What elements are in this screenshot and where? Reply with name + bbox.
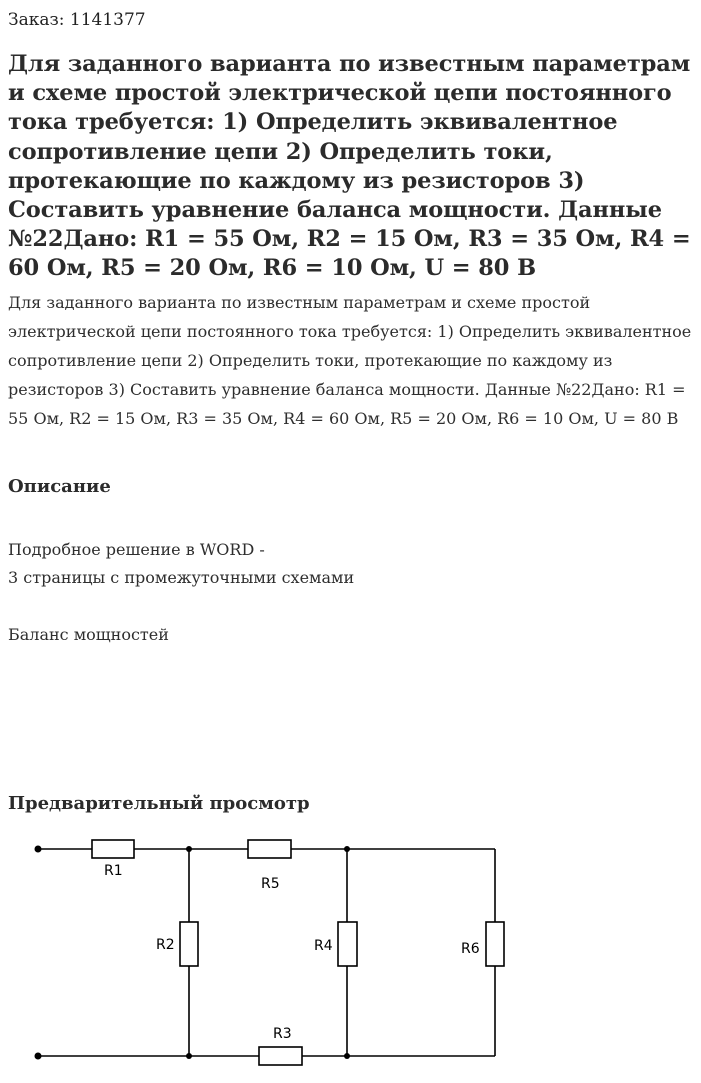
label-r4: R4 [314, 938, 333, 954]
resistor-r1 [92, 840, 134, 858]
node-top-r4 [344, 846, 350, 852]
label-r5: R5 [261, 876, 280, 892]
task-description: Для заданного варианта по известным параметрам и схеме простой электрической цепи постоянного тока требуется: 1) Определить эквивалентное сопротивление цепи 2) Определить токи, протекающие по каждому из резисторов 3) Составить уравнение баланса мощности. Данные №22Дано: R1 = 55 Ом, R2 = 15 Ом, R3 = 35 Ом, R4 = 60 Ом, R5 = 20 Ом, R6 = 10 Ом, U = 80 В [8, 293, 692, 428]
resistor-r3 [259, 1047, 302, 1065]
node-top-r2 [186, 846, 192, 852]
resistor-r5 [248, 840, 291, 858]
resistor-r4 [338, 922, 357, 966]
terminal-bottom [35, 1053, 42, 1060]
node-bottom-r2 [186, 1053, 192, 1059]
description-line-1: Подробное решение в WORD - [8, 540, 265, 559]
label-r3: R3 [273, 1026, 292, 1042]
resistor-r2 [180, 922, 198, 966]
preview-heading: Предварительный просмотр [8, 793, 310, 814]
description-heading: Описание [8, 476, 111, 497]
description-line-2: 3 страницы с промежуточными схемами [8, 568, 355, 587]
label-r1: R1 [104, 863, 123, 879]
terminal-top [35, 846, 42, 853]
node-bottom-r4 [344, 1053, 350, 1059]
description-line-3: Баланс мощностей [8, 625, 169, 644]
circuit-diagram [0, 820, 701, 1083]
resistor-r6 [486, 922, 504, 966]
order-number: Заказ: 1141377 [8, 10, 146, 30]
label-r2: R2 [156, 937, 175, 953]
label-r6: R6 [461, 941, 480, 957]
page-title: Для заданного варианта по известным параметрам и схеме простой электрической цепи постоянного тока требуется: 1) Определить эквивалентное сопротивление цепи 2) Определить токи, протекающие по каждому из резисторов 3) Составить уравнение баланса мощности. Данные №22Дано: R1 = 55 Ом, R2 = 15 Ом, R3 = 35 Ом, R4 = 60 Ом, R5 = 20 Ом, R6 = 10 Ом, U = 80 В [8, 51, 691, 282]
